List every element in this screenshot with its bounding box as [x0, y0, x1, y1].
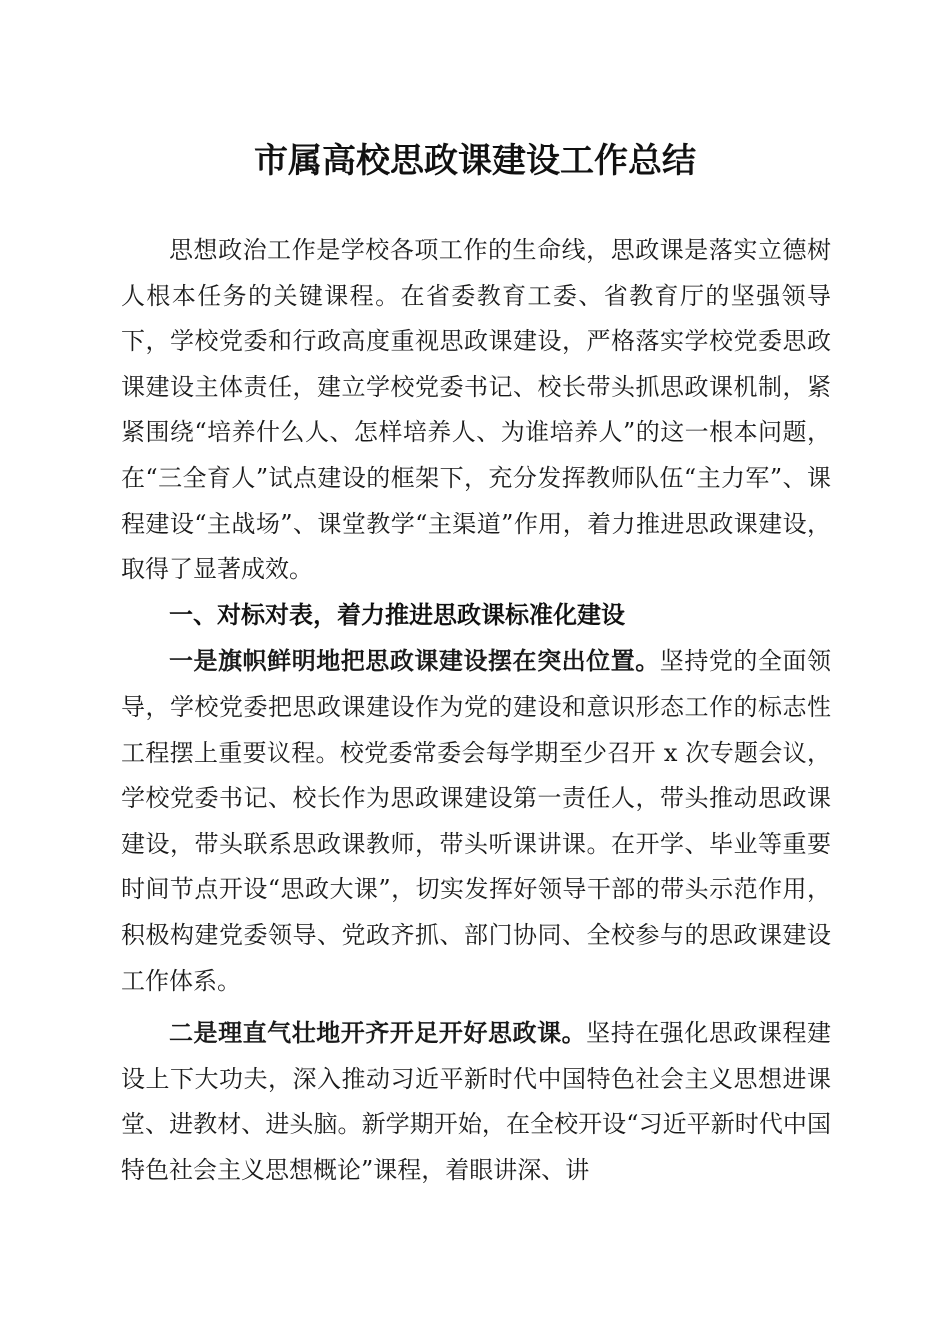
section-heading: 一、对标对表，着力推进思政课标准化建设 — [169, 600, 625, 629]
paragraph-2-body: 坚持在强化思政课程建设上下大功夫，深入推动习近平新时代中国特色社会主义思想进课堂、进教材、进头脑。新学期开始，在全校开设“习近平新时代中国特色社会主义思想概论”课程，着眼讲深、讲 — [121, 1019, 832, 1184]
paragraph-1 — [121, 638, 831, 1004]
document-title: 市属高校思政课建设工作总结 — [254, 141, 696, 181]
document-body — [121, 228, 831, 1193]
paragraph-1-lead: 一是旗帜鲜明地把思政课建设摆在突出位置。 — [169, 646, 660, 676]
paragraph-2-lead: 二是理直气壮地开齐开足开好思政课。 — [169, 1018, 587, 1048]
paragraph-1-body: 坚持党的全面领导，学校党委把思政课建设作为党的建设和意识形态工作的标志性工程摆上重要议程。校党委常委会每学期至少召开 x 次专题会议，学校党委书记、校长作为思政课建设第一责任人，带头推动思政课建设，带头联系思政课教师，带头听课讲课。在开学、毕业等重要时间节点开设“思政大课”，切实发挥好领导干部的带头示范作用，积极构建党委领导、党政齐抓、部门协同、全校参与的思政课建设工作体系。 — [121, 647, 832, 995]
paragraph-2 — [121, 1010, 831, 1193]
intro-paragraph: 思想政治工作是学校各项工作的生命线，思政课是落实立德树人根本任务的关键课程。在省委教育工委、省教育厅的坚强领导下，学校党委和行政高度重视思政课建设，严格落实学校党委思政课建设主体责任，建立学校党委书记、校长带头抓思政课机制，紧紧围绕“培养什么人、怎样培养人、为谁培养人”的这一根本问题，在“三全育人”试点建设的框架下，充分发挥教师队伍“主力军”、课程建设“主战场”、课堂教学“主渠道”作用，着力推进思政课建设，取得了显著成效。 — [121, 236, 831, 584]
